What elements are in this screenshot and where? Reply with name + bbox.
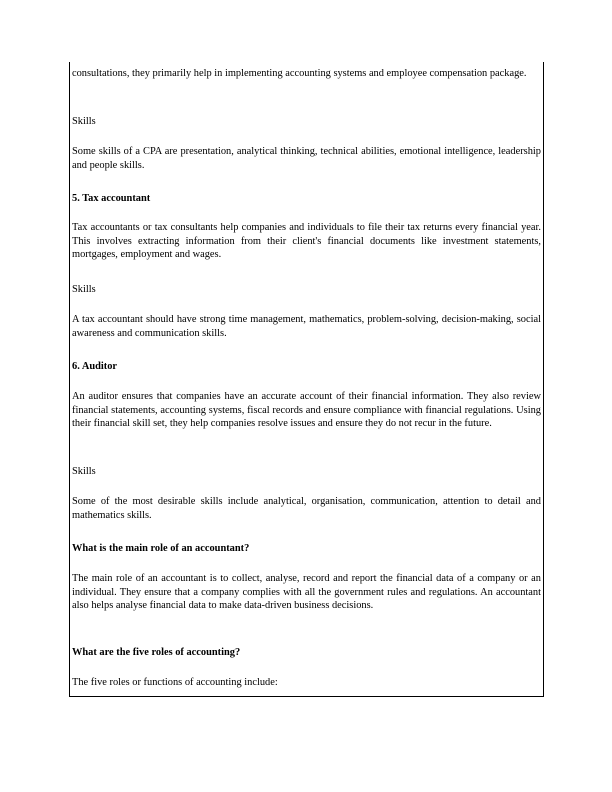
paragraph-auditor-skills: Some of the most desirable skills include analytical, organisation, communication, attention to detail and mathematics skills.	[72, 496, 541, 521]
label-skills: Skills	[72, 116, 96, 127]
paragraph-main-role: The main role of an accountant is to collect, analyse, record and report the financial data of a company or an individual. They ensure that a company complies with all the government rules and regulations. An accountant also helps analyse financial data to make data-driven business decisions.	[72, 573, 541, 611]
paragraph-cpa-skills: Some skills of a CPA are presentation, analytical thinking, technical abilities, emotional intelligence, leadership and people skills.	[72, 146, 541, 171]
heading-tax-accountant: 5. Tax accountant	[72, 193, 151, 204]
heading-auditor: 6. Auditor	[72, 361, 118, 372]
paragraph-five-roles: The five roles or functions of accounting include:	[72, 677, 278, 688]
paragraph-tax-accountant: Tax accountants or tax consultants help companies and individuals to file their tax returns every financial year. This involves extracting information from their client's financial documents like investment statements, mortgages, employment and wages.	[72, 222, 541, 260]
paragraph-tax-skills: A tax accountant should have strong time management, mathematics, problem-solving, decision-making, social awareness and communication skills.	[72, 314, 541, 339]
heading-main-role: What is the main role of an accountant?	[72, 543, 250, 554]
paragraph-auditor: An auditor ensures that companies have an accurate account of their financial information. They also review financial statements, accounting systems, fiscal records and ensure compliance with financial regulations. Using their financial skill set, they help companies resolve issues and ensure they do not recur in the future.	[72, 391, 541, 429]
label-skills: Skills	[72, 466, 96, 477]
heading-five-roles: What are the five roles of accounting?	[72, 647, 241, 658]
label-skills: Skills	[72, 284, 96, 295]
paragraph-cpa-consultations: consultations, they primarily help in implementing accounting systems and employee compensation package.	[72, 68, 527, 79]
